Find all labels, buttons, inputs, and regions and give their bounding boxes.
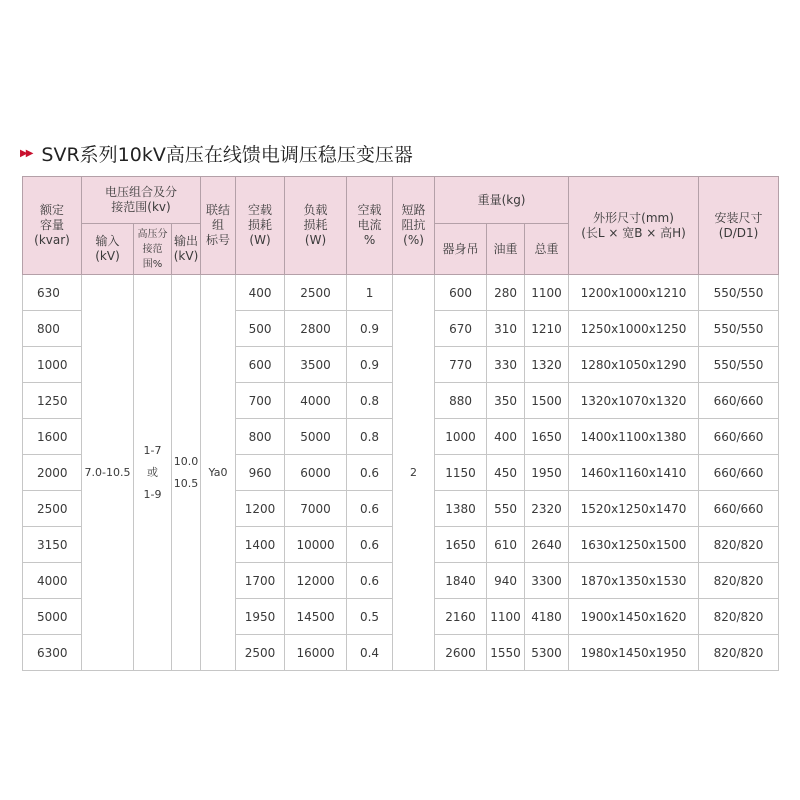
header-input: 输入 (kV): [82, 224, 134, 275]
cell-oil-weight: 350: [487, 383, 525, 419]
cell-install: 660/660: [699, 491, 779, 527]
cell-oil-weight: 280: [487, 275, 525, 311]
cell-capacity: 800: [23, 311, 82, 347]
header-total-weight: 总重: [525, 224, 569, 275]
double-right-triangle-icon: ▶▶: [20, 147, 32, 159]
cell-noload-loss: 400: [236, 275, 285, 311]
cell-oil-weight: 1550: [487, 635, 525, 671]
cell-body-lift: 1650: [435, 527, 487, 563]
cell-dimensions: 1200x1000x1210: [569, 275, 699, 311]
cell-noload-current: 0.8: [347, 419, 393, 455]
page-title: SVR系列10kV高压在线馈电调压稳压变压器: [41, 143, 413, 166]
cell-noload-current: 0.6: [347, 491, 393, 527]
cell-oil-weight: 550: [487, 491, 525, 527]
cell-install: 820/820: [699, 527, 779, 563]
cell-capacity: 2500: [23, 491, 82, 527]
cell-noload-loss: 500: [236, 311, 285, 347]
cell-load-loss: 2800: [285, 311, 347, 347]
cell-noload-current: 0.5: [347, 599, 393, 635]
cell-noload-current: 0.4: [347, 635, 393, 671]
cell-noload-loss: 1700: [236, 563, 285, 599]
cell-load-loss: 12000: [285, 563, 347, 599]
section-title: [20, 138, 413, 168]
cell-load-loss: 2500: [285, 275, 347, 311]
cell-dimensions: 1250x1000x1250: [569, 311, 699, 347]
cell-noload-current: 0.6: [347, 527, 393, 563]
cell-oil-weight: 450: [487, 455, 525, 491]
cell-load-loss: 3500: [285, 347, 347, 383]
cell-dimensions: 1980x1450x1950: [569, 635, 699, 671]
cell-noload-loss: 960: [236, 455, 285, 491]
header-noload-current: 空载 电流 %: [347, 177, 393, 275]
cell-noload-loss: 1400: [236, 527, 285, 563]
header-hv-range: 高压分 接范围%: [134, 224, 172, 275]
cell-capacity: 4000: [23, 563, 82, 599]
cell-total-weight: 3300: [525, 563, 569, 599]
cell-install: 820/820: [699, 563, 779, 599]
header-load-loss: 负载 损耗 (W): [285, 177, 347, 275]
cell-dimensions: 1400x1100x1380: [569, 419, 699, 455]
cell-dimensions: 1520x1250x1470: [569, 491, 699, 527]
cell-total-weight: 2320: [525, 491, 569, 527]
cell-body-lift: 2600: [435, 635, 487, 671]
cell-noload-current: 0.9: [347, 347, 393, 383]
cell-total-weight: 1320: [525, 347, 569, 383]
cell-install: 820/820: [699, 635, 779, 671]
cell-install: 550/550: [699, 347, 779, 383]
cell-noload-loss: 600: [236, 347, 285, 383]
cell-load-loss: 7000: [285, 491, 347, 527]
cell-body-lift: 1840: [435, 563, 487, 599]
cell-dimensions: 1870x1350x1530: [569, 563, 699, 599]
cell-body-lift: 880: [435, 383, 487, 419]
cell-dimensions: 1460x1160x1410: [569, 455, 699, 491]
cell-load-loss: 10000: [285, 527, 347, 563]
cell-load-loss: 16000: [285, 635, 347, 671]
cell-noload-current: 0.6: [347, 455, 393, 491]
cell-oil-weight: 330: [487, 347, 525, 383]
cell-noload-loss: 2500: [236, 635, 285, 671]
header-voltage-group: 电压组合及分 接范围(kv): [82, 177, 201, 224]
cell-capacity: 3150: [23, 527, 82, 563]
cell-output-merged: 10.0 10.5: [172, 275, 201, 671]
cell-body-lift: 1000: [435, 419, 487, 455]
cell-body-lift: 1380: [435, 491, 487, 527]
header-short-circuit: 短路 阻抗 (%): [393, 177, 435, 275]
cell-load-loss: 4000: [285, 383, 347, 419]
cell-total-weight: 4180: [525, 599, 569, 635]
cell-short-circuit-merged: 2: [393, 275, 435, 671]
cell-hv-range-merged: 1-7 或 1-9: [134, 275, 172, 671]
cell-capacity: 1600: [23, 419, 82, 455]
cell-capacity: 1000: [23, 347, 82, 383]
cell-load-loss: 14500: [285, 599, 347, 635]
cell-install: 550/550: [699, 311, 779, 347]
header-dimensions: 外形尺寸(mm) (长L × 宽B × 高H): [569, 177, 699, 275]
cell-total-weight: 2640: [525, 527, 569, 563]
cell-noload-current: 0.6: [347, 563, 393, 599]
header-noload-loss: 空载 损耗 (W): [236, 177, 285, 275]
cell-noload-current: 1: [347, 275, 393, 311]
cell-noload-loss: 1200: [236, 491, 285, 527]
cell-oil-weight: 610: [487, 527, 525, 563]
cell-total-weight: 5300: [525, 635, 569, 671]
cell-noload-current: 0.9: [347, 311, 393, 347]
cell-install: 820/820: [699, 599, 779, 635]
table-row: [23, 275, 779, 311]
cell-dimensions: 1320x1070x1320: [569, 383, 699, 419]
cell-body-lift: 600: [435, 275, 487, 311]
cell-total-weight: 1210: [525, 311, 569, 347]
cell-body-lift: 670: [435, 311, 487, 347]
cell-dimensions: 1630x1250x1500: [569, 527, 699, 563]
header-body-lift: 器身吊: [435, 224, 487, 275]
cell-capacity: 2000: [23, 455, 82, 491]
cell-install: 550/550: [699, 275, 779, 311]
cell-noload-loss: 1950: [236, 599, 285, 635]
cell-noload-loss: 800: [236, 419, 285, 455]
cell-load-loss: 6000: [285, 455, 347, 491]
cell-body-lift: 1150: [435, 455, 487, 491]
cell-dimensions: 1900x1450x1620: [569, 599, 699, 635]
cell-install: 660/660: [699, 383, 779, 419]
cell-total-weight: 1650: [525, 419, 569, 455]
header-install: 安装尺寸 (D/D1): [699, 177, 779, 275]
cell-connection-merged: Ya0: [201, 275, 236, 671]
table-header: [23, 177, 779, 275]
header-output: 输出 (kV): [172, 224, 201, 275]
header-oil-weight: 油重: [487, 224, 525, 275]
header-capacity: 额定 容量 (kvar): [23, 177, 82, 275]
cell-noload-current: 0.8: [347, 383, 393, 419]
cell-body-lift: 2160: [435, 599, 487, 635]
cell-install: 660/660: [699, 419, 779, 455]
cell-capacity: 6300: [23, 635, 82, 671]
cell-load-loss: 5000: [285, 419, 347, 455]
cell-capacity: 5000: [23, 599, 82, 635]
cell-body-lift: 770: [435, 347, 487, 383]
cell-oil-weight: 1100: [487, 599, 525, 635]
cell-oil-weight: 400: [487, 419, 525, 455]
cell-oil-weight: 310: [487, 311, 525, 347]
spec-table: [22, 176, 779, 671]
header-weight-group: 重量(kg): [435, 177, 569, 224]
cell-capacity: 630: [23, 275, 82, 311]
cell-input-merged: 7.0-10.5: [82, 275, 134, 671]
cell-oil-weight: 940: [487, 563, 525, 599]
header-connection: 联结 组 标号: [201, 177, 236, 275]
cell-total-weight: 1500: [525, 383, 569, 419]
cell-capacity: 1250: [23, 383, 82, 419]
cell-dimensions: 1280x1050x1290: [569, 347, 699, 383]
cell-install: 660/660: [699, 455, 779, 491]
cell-total-weight: 1100: [525, 275, 569, 311]
cell-noload-loss: 700: [236, 383, 285, 419]
cell-total-weight: 1950: [525, 455, 569, 491]
